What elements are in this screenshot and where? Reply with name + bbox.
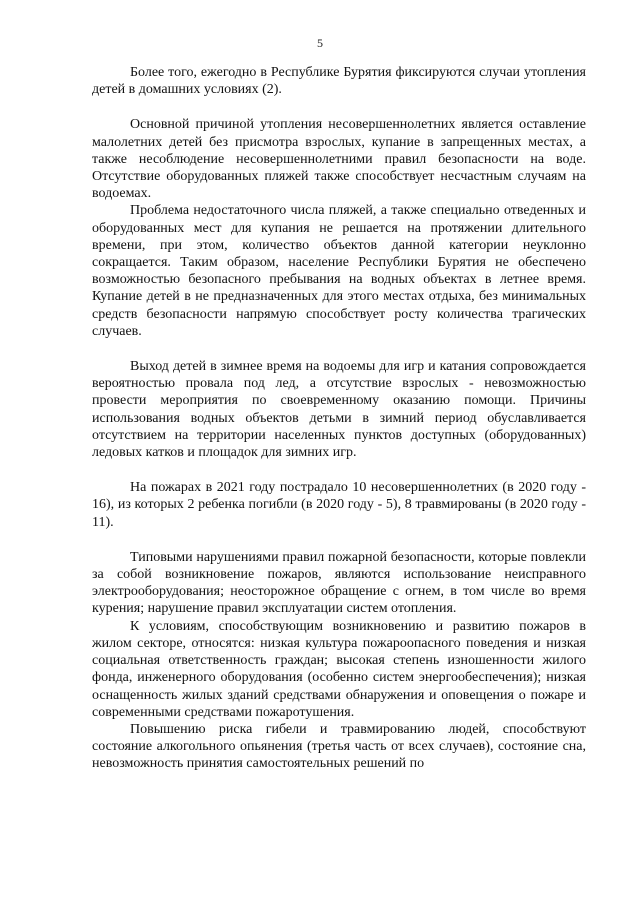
- paragraph-fire-violations: Типовыми нарушениями правил пожарной безопасности, которые повлекли за собой возникновение пожаров, являются использование неисправного электрооборудования; неосторожное обращение с огнем, в том числе во время курения; нарушение правил эксплуатации систем отопления.: [92, 549, 586, 617]
- paragraph-fire-conditions: К условиям, способствующим возникновению и развитию пожаров в жилом секторе, относятся: низкая культура пожароопасного поведения и низкая социальная ответственность граждан; высокая степень изношенности жилого фонда, инженерного оборудования (особенно систем энергообеспечения); низкая оснащенность жилых зданий средствами обнаружения и оповещения о пожаре и современными средствами пожаротушения.: [92, 618, 586, 720]
- paragraph-risk-factors: Повышению риска гибели и травмированию людей, способствуют состояние алкогольного опьянения (третья часть от всех случаев), состояние сна, невозможность принятия самостоятельных решений по: [92, 721, 586, 772]
- paragraph-winter-ice: Выход детей в зимнее время на водоемы для игр и катания сопровождается вероятностью провала под лед, а отсутствие взрослых - невозможностью провести мероприятия по своевременному оказанию помощи. Причины использования водных объектов детьми в зимний период обуславливается отсутствием на территории населенных пунктов доступных (оборудованных) ледовых катков и площадок для зимних игр.: [92, 359, 586, 461]
- paragraph-beaches-problem: Проблема недостаточного числа пляжей, а также специально отведенных и оборудованных мест для купания не решается на протяжении длительного времени, при этом, количество объектов данной категории неуклонно сокращается. Таким образом, население Республики Бурятия не обеспечено возможностью безопасного пребывания на водных объектах в летнее время. Купание детей в не предназначенных для этого местах отдыха, без минимальных средств безопасности напрямую способствует росту количества трагических случаев.: [92, 203, 586, 339]
- paragraph-fire-statistics: На пожарах в 2021 году пострадало 10 несовершеннолетних (в 2020 году - 16), из которых 2 ребенка погибли (в 2020 году - 5), 8 травмированы (в 2020 году - 11).: [92, 480, 586, 530]
- paragraph-drowning-causes: Основной причиной утопления несовершеннолетних является оставление малолетних детей без присмотра взрослых, купание в запрещенных местах, а также несоблюдение несовершеннолетними правил безопасности на воде. Отсутствие оборудованных пляжей также способствует несчастным случаям на водоемах.: [92, 117, 586, 202]
- document-body: [92, 64, 586, 773]
- page-number: 5: [317, 36, 323, 50]
- paragraph-home-drowning: Более того, ежегодно в Республике Бурятия фиксируются случаи утопления детей в домашних условиях (2).: [92, 65, 586, 98]
